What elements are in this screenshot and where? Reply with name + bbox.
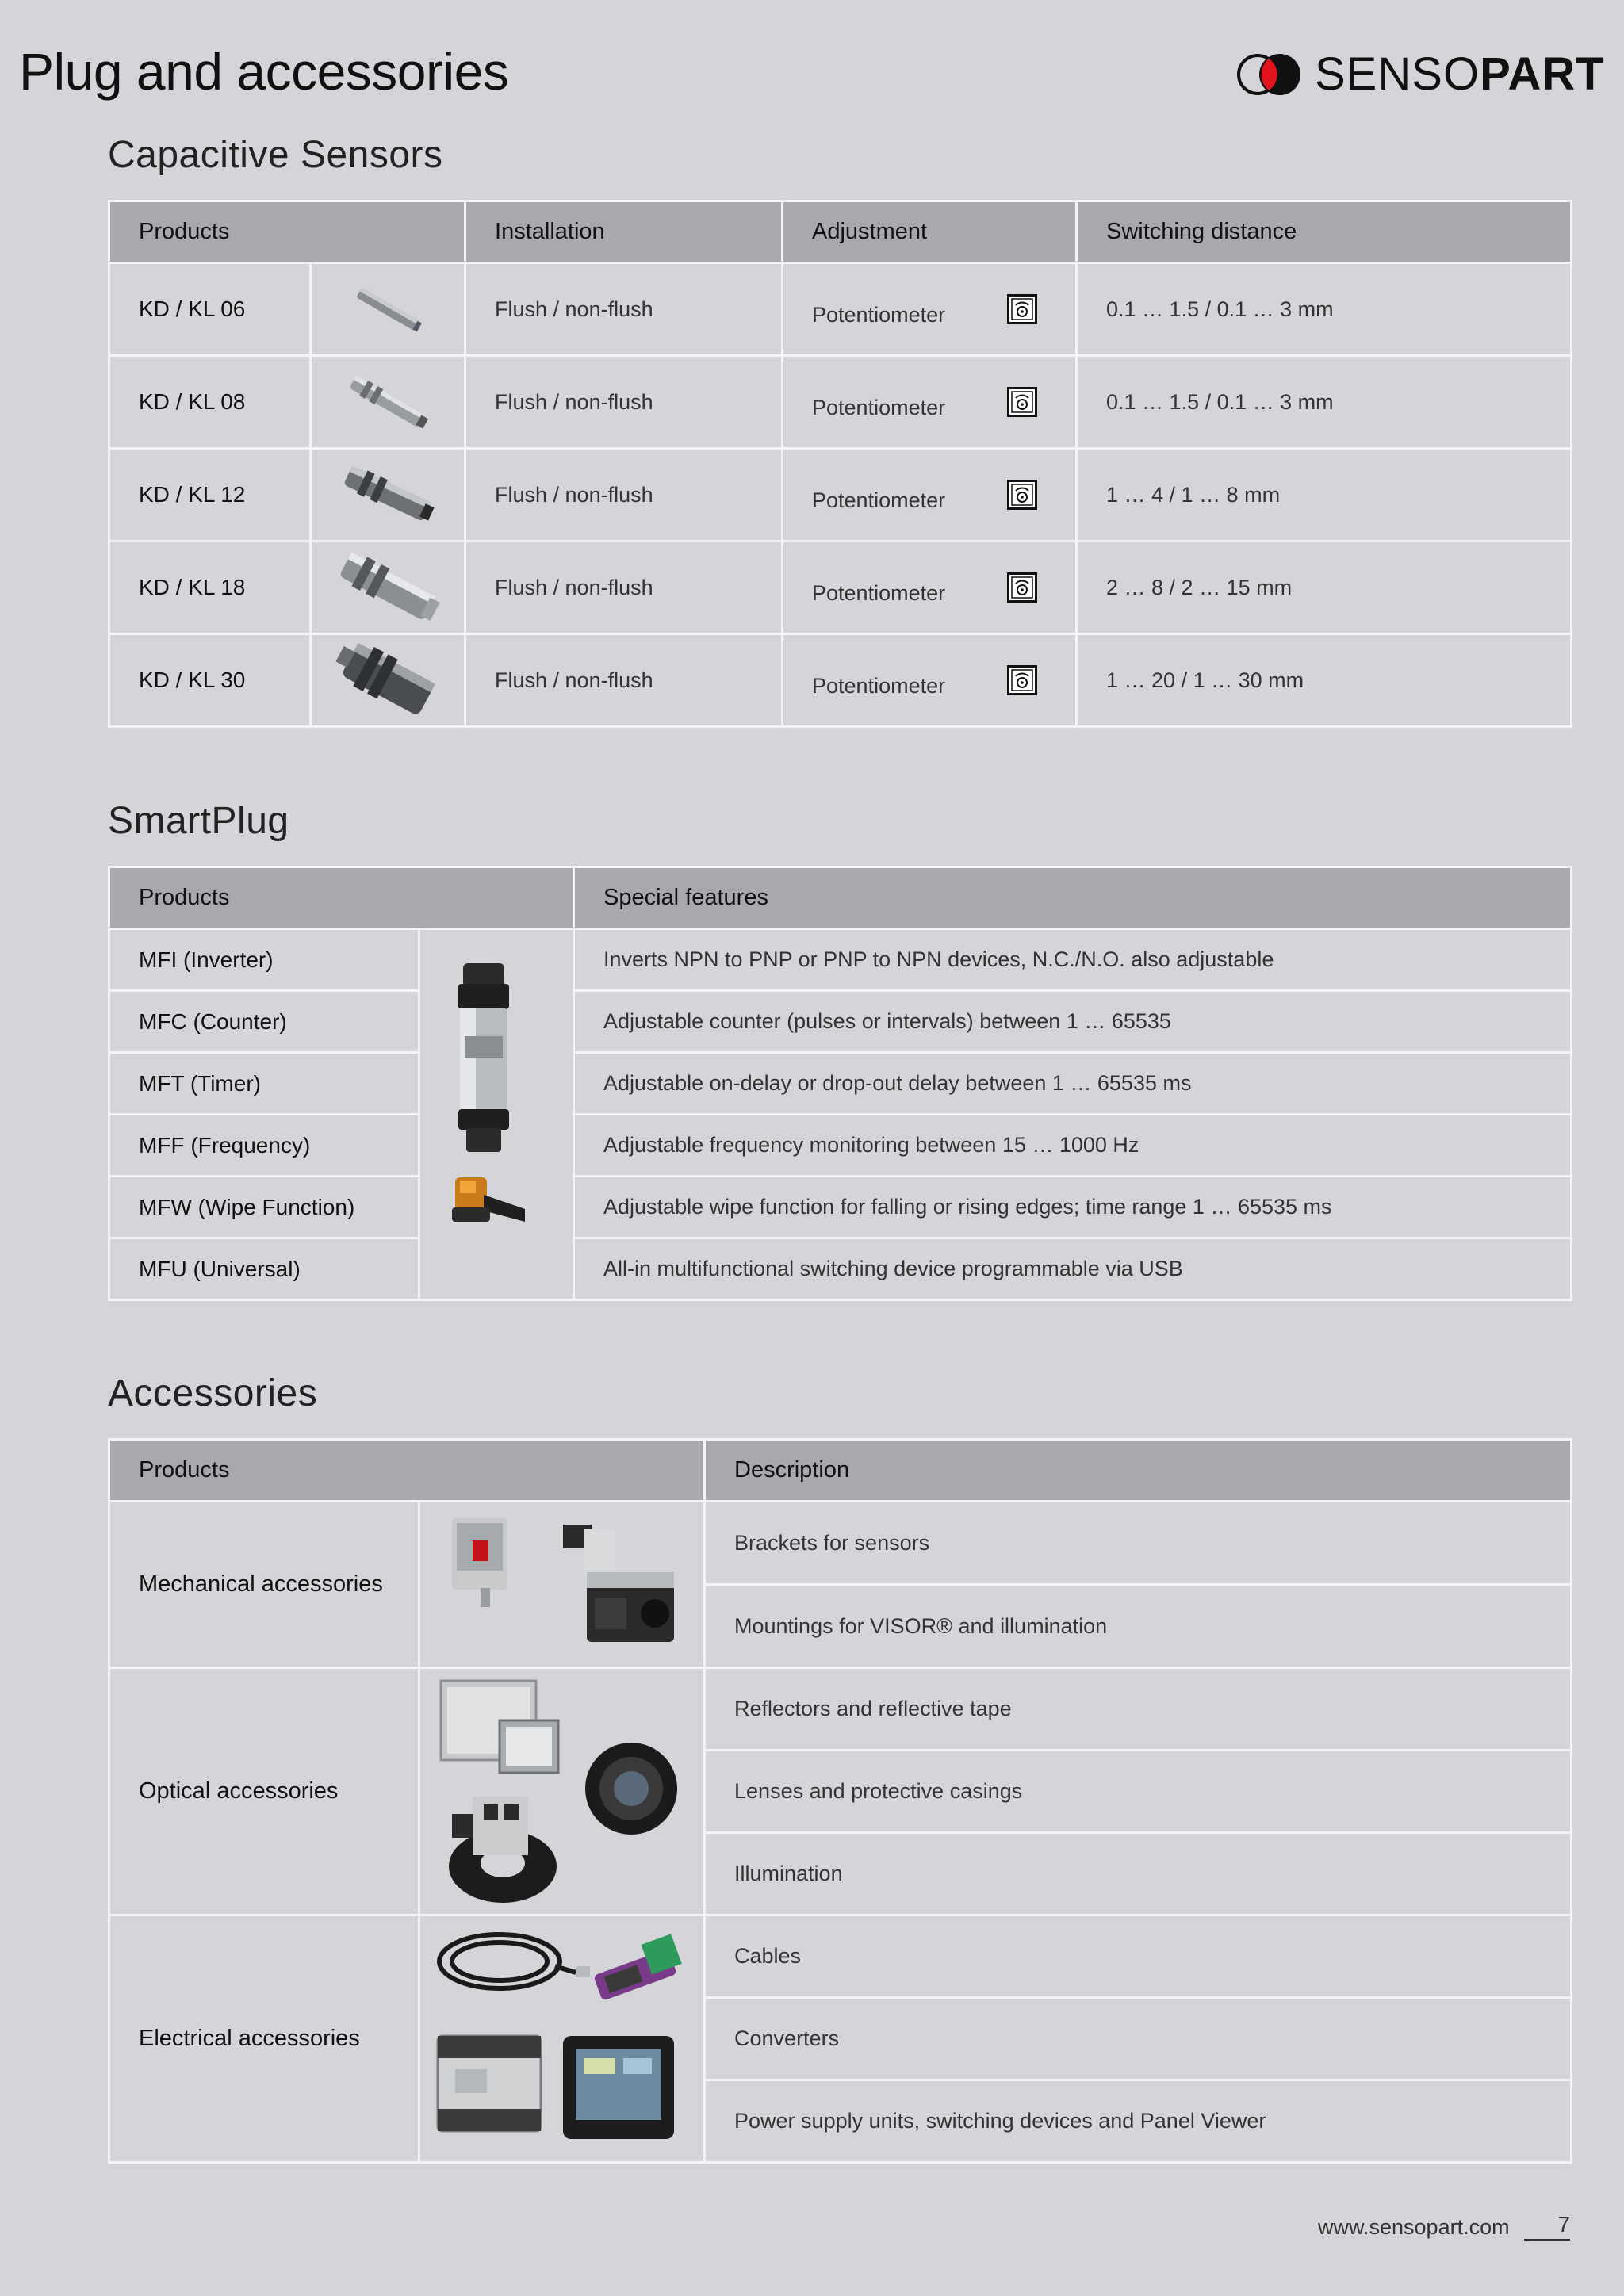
installation-cell: Flush / non-flush bbox=[465, 634, 783, 727]
description-cell: Cables bbox=[705, 1915, 1572, 1998]
product-type: (Timer) bbox=[184, 1070, 261, 1096]
adjustment-label: Potentiometer bbox=[812, 673, 946, 698]
product-name: KD / KL 06 bbox=[109, 263, 311, 356]
table-row bbox=[109, 1502, 1572, 1585]
installation-cell: Flush / non-flush bbox=[465, 263, 783, 356]
optical-accessories-image bbox=[420, 1670, 690, 1908]
installation-cell: Flush / non-flush bbox=[465, 541, 783, 634]
table-row bbox=[109, 1177, 1572, 1238]
installation-cell: Flush / non-flush bbox=[465, 356, 783, 449]
table-row bbox=[109, 929, 1572, 991]
column-header-products: Products bbox=[109, 867, 574, 929]
adjustment-cell bbox=[783, 541, 1077, 634]
installation-cell: Flush / non-flush bbox=[465, 449, 783, 541]
potentiometer-icon bbox=[1007, 665, 1037, 695]
page-number: 7 bbox=[1524, 2212, 1570, 2241]
sensopart-logo-icon bbox=[1235, 52, 1302, 97]
table-row bbox=[109, 634, 1572, 727]
adjustment-cell bbox=[783, 263, 1077, 356]
brand-wordmark-bold: PART bbox=[1480, 48, 1605, 100]
smartplug-image bbox=[419, 929, 574, 1300]
potentiometer-icon bbox=[1007, 480, 1037, 510]
table-row bbox=[109, 1668, 1572, 1751]
feature-cell: Inverts NPN to PNP or PNP to NPN devices, N.C./N.O. also adjustable bbox=[574, 929, 1572, 991]
section-title-smartplug: SmartPlug bbox=[108, 800, 289, 842]
product-name: KD / KL 12 bbox=[109, 449, 311, 541]
product-name: KD / KL 18 bbox=[109, 541, 311, 634]
product-prefix: MF bbox=[139, 1070, 171, 1096]
feature-cell: All-in multifunctional switching device programmable via USB bbox=[574, 1238, 1572, 1300]
electrical-accessories-image bbox=[420, 1917, 690, 2155]
product-type: (Universal) bbox=[186, 1256, 301, 1281]
product-name bbox=[109, 1238, 419, 1300]
product-name: KD / KL 30 bbox=[109, 634, 311, 727]
product-prefix: MF bbox=[139, 1194, 171, 1219]
column-header-installation: Installation bbox=[465, 201, 783, 263]
sensor-image bbox=[311, 263, 465, 356]
potentiometer-icon bbox=[1007, 572, 1037, 603]
accessory-image-optical bbox=[419, 1668, 705, 1915]
feature-cell: Adjustable wipe function for falling or rising edges; time range 1 … 65535 ms bbox=[574, 1177, 1572, 1238]
distance-cell: 2 … 8 / 2 … 15 mm bbox=[1077, 541, 1572, 634]
product-type: (Wipe Function) bbox=[191, 1194, 355, 1219]
sensor-image bbox=[311, 541, 465, 634]
description-cell: Brackets for sensors bbox=[705, 1502, 1572, 1585]
table-row bbox=[109, 449, 1572, 541]
column-header-switching-distance: Switching distance bbox=[1077, 201, 1572, 263]
sensor-06-image bbox=[340, 274, 435, 345]
smartplug-device-image bbox=[420, 957, 531, 1266]
product-prefix: MF bbox=[139, 1256, 171, 1281]
brand-wordmark bbox=[1315, 48, 1605, 100]
section-title-accessories: Accessories bbox=[108, 1372, 318, 1414]
sensor-image bbox=[311, 449, 465, 541]
distance-cell: 1 … 4 / 1 … 8 mm bbox=[1077, 449, 1572, 541]
potentiometer-icon bbox=[1007, 294, 1037, 324]
product-code: I bbox=[170, 947, 178, 972]
table-row bbox=[109, 1115, 1572, 1177]
adjustment-label: Potentiometer bbox=[812, 302, 946, 327]
table-header-row bbox=[109, 201, 1572, 263]
sensor-18-image bbox=[328, 546, 447, 629]
sensor-image bbox=[311, 634, 465, 727]
description-cell: Reflectors and reflective tape bbox=[705, 1668, 1572, 1751]
brand-logo[interactable] bbox=[1235, 48, 1605, 100]
product-name bbox=[109, 1177, 419, 1238]
footer-website-link[interactable]: www.sensopart.com bbox=[1318, 2215, 1510, 2239]
product-code: U bbox=[170, 1256, 187, 1281]
product-code: T bbox=[170, 1070, 185, 1096]
feature-cell: Adjustable counter (pulses or intervals) between 1 … 65535 bbox=[574, 991, 1572, 1053]
sensor-08-image bbox=[336, 365, 439, 440]
column-header-description: Description bbox=[705, 1440, 1572, 1502]
distance-cell: 0.1 … 1.5 / 0.1 … 3 mm bbox=[1077, 263, 1572, 356]
accessories-table bbox=[108, 1438, 1572, 2164]
table-row bbox=[109, 541, 1572, 634]
product-type: (Counter) bbox=[186, 1008, 287, 1034]
table-header-row bbox=[109, 1440, 1572, 1502]
mechanical-accessories-image bbox=[420, 1502, 690, 1661]
product-prefix: MF bbox=[139, 947, 171, 972]
product-code: C bbox=[170, 1008, 187, 1034]
product-code: W bbox=[170, 1194, 192, 1219]
distance-cell: 0.1 … 1.5 / 0.1 … 3 mm bbox=[1077, 356, 1572, 449]
column-header-special-features: Special features bbox=[574, 867, 1572, 929]
description-cell: Power supply units, switching devices and Panel Viewer bbox=[705, 2080, 1572, 2163]
accessory-image-mechanical bbox=[419, 1502, 705, 1668]
table-row bbox=[109, 263, 1572, 356]
adjustment-cell bbox=[783, 634, 1077, 727]
accessory-group-electrical: Electrical accessories bbox=[109, 1915, 419, 2163]
page-title: Plug and accessories bbox=[19, 42, 509, 101]
adjustment-label: Potentiometer bbox=[812, 395, 946, 419]
table-row bbox=[109, 991, 1572, 1053]
product-type: (Inverter) bbox=[177, 947, 274, 972]
accessory-group-mechanical: Mechanical accessories bbox=[109, 1502, 419, 1668]
column-header-adjustment: Adjustment bbox=[783, 201, 1077, 263]
distance-cell: 1 … 20 / 1 … 30 mm bbox=[1077, 634, 1572, 727]
potentiometer-icon bbox=[1007, 387, 1037, 417]
feature-cell: Adjustable on-delay or drop-out delay between 1 … 65535 ms bbox=[574, 1053, 1572, 1115]
sensor-30-image bbox=[328, 637, 447, 723]
table-row bbox=[109, 356, 1572, 449]
capacitive-table bbox=[108, 200, 1572, 728]
description-cell: Converters bbox=[705, 1998, 1572, 2080]
description-cell: Mountings for VISOR® and illumination bbox=[705, 1585, 1572, 1668]
adjustment-cell bbox=[783, 449, 1077, 541]
table-row bbox=[109, 1053, 1572, 1115]
product-prefix: MF bbox=[139, 1132, 171, 1158]
feature-cell: Adjustable frequency monitoring between 15 … 1000 Hz bbox=[574, 1115, 1572, 1177]
table-row bbox=[109, 1915, 1572, 1998]
adjustment-cell bbox=[783, 356, 1077, 449]
description-cell: Illumination bbox=[705, 1833, 1572, 1915]
brand-wordmark-light: SENSO bbox=[1315, 48, 1480, 100]
product-name bbox=[109, 1115, 419, 1177]
product-name bbox=[109, 1053, 419, 1115]
description-cell: Lenses and protective casings bbox=[705, 1751, 1572, 1833]
product-prefix: MF bbox=[139, 1008, 171, 1034]
adjustment-label: Potentiometer bbox=[812, 488, 946, 512]
product-name: KD / KL 08 bbox=[109, 356, 311, 449]
sensor-12-image bbox=[332, 455, 443, 534]
accessory-image-electrical bbox=[419, 1915, 705, 2163]
adjustment-label: Potentiometer bbox=[812, 580, 946, 605]
product-code: F bbox=[170, 1132, 185, 1158]
column-header-products: Products bbox=[109, 201, 465, 263]
table-header-row bbox=[109, 867, 1572, 929]
section-title-capacitive: Capacitive Sensors bbox=[108, 134, 443, 176]
smartplug-table bbox=[108, 866, 1572, 1301]
accessory-group-optical: Optical accessories bbox=[109, 1668, 419, 1915]
product-name bbox=[109, 991, 419, 1053]
sensor-image bbox=[311, 356, 465, 449]
product-name bbox=[109, 929, 419, 991]
table-row bbox=[109, 1238, 1572, 1300]
product-type: (Frequency) bbox=[184, 1132, 311, 1158]
column-header-products: Products bbox=[109, 1440, 705, 1502]
